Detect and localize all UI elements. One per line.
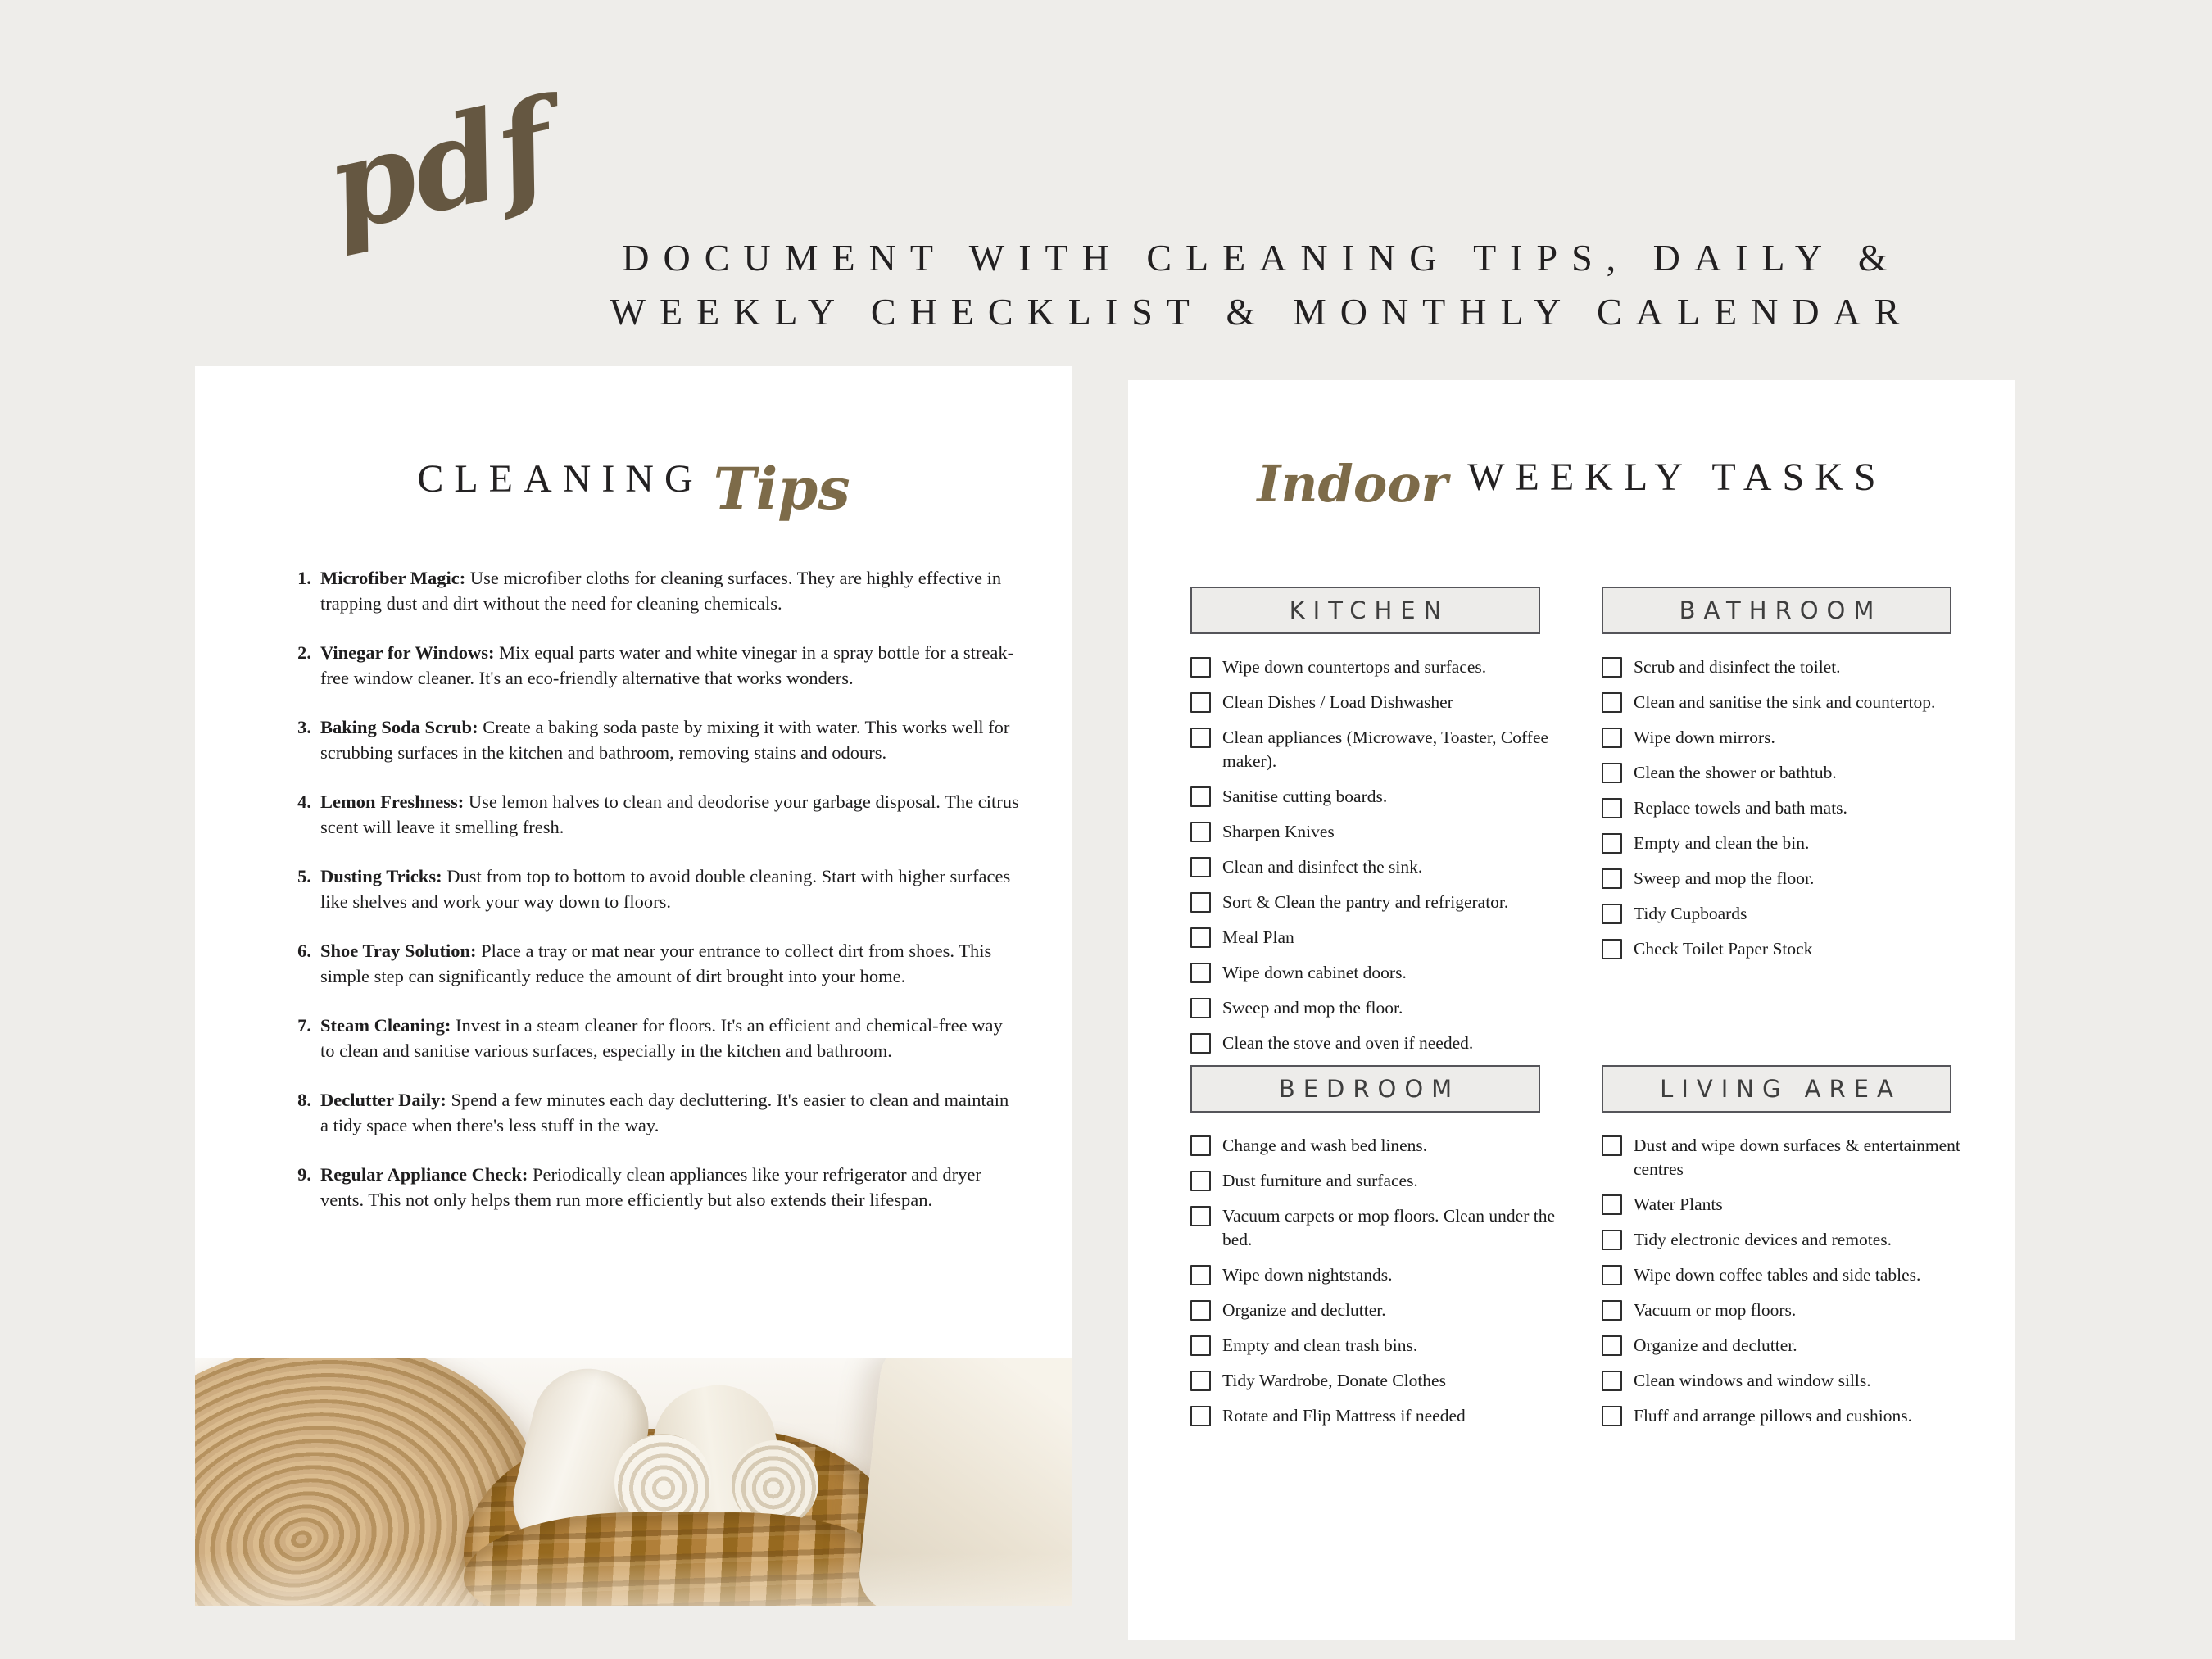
checkbox-icon[interactable] (1190, 1335, 1211, 1356)
checkbox-icon[interactable] (1190, 728, 1211, 748)
checkbox-icon[interactable] (1602, 798, 1622, 818)
task-item (1190, 1404, 1587, 1428)
checkbox-icon[interactable] (1190, 786, 1211, 807)
tip-item (283, 565, 1021, 616)
task-item (1602, 902, 1998, 926)
section-header-living-area: LIVING AREA (1602, 1065, 1951, 1113)
task-item (1602, 832, 1998, 855)
tip-item (283, 789, 1021, 840)
section-bedroom (1190, 1065, 1555, 1428)
task-label: Tidy Wardrobe, Donate Clothes (1222, 1371, 1446, 1390)
task-label: Meal Plan (1222, 927, 1294, 947)
task-item (1602, 1193, 1998, 1217)
pdf-script-logo: pdf (315, 72, 565, 261)
task-item (1190, 655, 1587, 679)
tip-item (283, 1087, 1021, 1138)
tip-text: Microfiber Magic: Use microfiber cloths for cleaning surfaces. They are highly effective in trapping dust and dirt without the need for cleaning chemicals. (320, 568, 1002, 614)
checkbox-icon[interactable] (1190, 998, 1211, 1018)
bedroom-task-list (1190, 1134, 1587, 1428)
checkbox-icon[interactable] (1602, 833, 1622, 854)
task-label: Tidy Cupboards (1634, 904, 1747, 923)
tip-item (283, 640, 1021, 691)
task-label: Clean Dishes / Load Dishwasher (1222, 692, 1453, 712)
task-label: Empty and clean the bin. (1634, 833, 1810, 853)
tip-text: Lemon Freshness: Use lemon halves to clean and deodorise your garbage disposal. The citrus scent will leave it smelling fresh. (320, 791, 1019, 837)
tip-item (283, 714, 1021, 765)
checkbox-icon[interactable] (1190, 927, 1211, 948)
task-item (1602, 1228, 1998, 1252)
tip-number: 5. (297, 866, 311, 886)
task-item (1190, 1031, 1587, 1055)
task-item (1190, 1134, 1587, 1158)
task-label: Dust furniture and surfaces. (1222, 1171, 1418, 1190)
checkbox-icon[interactable] (1190, 892, 1211, 913)
checkbox-icon[interactable] (1602, 728, 1622, 748)
task-item (1190, 691, 1587, 714)
weekly-tasks-title-text: WEEKLY TASKS (1467, 456, 1887, 499)
task-label: Check Toilet Paper Stock (1634, 939, 1813, 959)
checkbox-icon[interactable] (1602, 904, 1622, 924)
title-line-1: DOCUMENT WITH CLEANING TIPS, DAILY & (622, 237, 1902, 279)
task-label: Fluff and arrange pillows and cushions. (1634, 1406, 1912, 1426)
tip-item (283, 863, 1021, 914)
kitchen-task-list (1190, 655, 1587, 1055)
task-label: Replace towels and bath mats. (1634, 798, 1847, 818)
tip-text: Baking Soda Scrub: Create a baking soda paste by mixing it with water. This works well for scrubbing surfaces in the kitchen and bathroom, removing stains and odours. (320, 717, 1010, 763)
checkbox-icon[interactable] (1602, 1371, 1622, 1391)
tip-number: 4. (297, 791, 311, 812)
task-item (1190, 961, 1587, 985)
task-item (1602, 867, 1998, 891)
task-label: Wipe down coffee tables and side tables. (1634, 1265, 1921, 1285)
section-living-area (1602, 1065, 1960, 1428)
task-label: Empty and clean trash bins. (1222, 1335, 1418, 1355)
tips-script-text: Tips (713, 455, 850, 523)
task-label: Sharpen Knives (1222, 822, 1335, 841)
task-label: Wipe down mirrors. (1634, 728, 1775, 747)
task-label: Vacuum carpets or mop floors. Clean under the bed. (1222, 1206, 1555, 1249)
tip-number: 9. (297, 1164, 311, 1185)
task-item (1602, 796, 1998, 820)
task-item (1602, 761, 1998, 785)
task-item (1602, 1404, 1998, 1428)
checkbox-icon[interactable] (1190, 1406, 1211, 1426)
living-area-task-list (1602, 1134, 1998, 1428)
tip-text: Regular Appliance Check: Periodically clean appliances like your refrigerator and dryer vents. This not only helps them run more efficiently but also extends their lifespan. (320, 1164, 981, 1210)
task-label: Clean appliances (Microwave, Toaster, Coffee maker). (1222, 728, 1549, 771)
tip-item (283, 938, 1021, 989)
section-header-bathroom: BATHROOM (1602, 587, 1951, 634)
task-label: Clean the stove and oven if needed. (1222, 1033, 1474, 1053)
checkbox-icon[interactable] (1190, 1371, 1211, 1391)
task-label: Organize and declutter. (1634, 1335, 1797, 1355)
section-kitchen (1190, 587, 1549, 1055)
section-bathroom (1602, 587, 1951, 961)
tip-text: Dusting Tricks: Dust from top to bottom to avoid double cleaning. Start with higher surfaces like shelves and work your way down to floors. (320, 866, 1011, 912)
task-label: Clean and sanitise the sink and countertop. (1634, 692, 1936, 712)
task-label: Wipe down countertops and surfaces. (1222, 657, 1487, 677)
task-label: Rotate and Flip Mattress if needed (1222, 1406, 1466, 1426)
section-header-bedroom: BEDROOM (1190, 1065, 1540, 1113)
task-item (1602, 691, 1998, 714)
tip-number: 8. (297, 1090, 311, 1110)
tip-text: Declutter Daily: Spend a few minutes each day decluttering. It's easier to clean and maintain a tidy space when there's less stuff in the way. (320, 1090, 1009, 1135)
tip-item (283, 1013, 1021, 1063)
task-item (1190, 891, 1587, 914)
task-item (1602, 655, 1998, 679)
checkbox-icon[interactable] (1602, 692, 1622, 713)
weekly-tasks-heading (1128, 447, 2015, 514)
task-item (1190, 1369, 1587, 1393)
task-label: Wipe down nightstands. (1222, 1265, 1393, 1285)
task-label: Sanitise cutting boards. (1222, 786, 1388, 806)
task-item (1602, 937, 1998, 961)
tip-number: 7. (297, 1015, 311, 1036)
checkbox-icon[interactable] (1190, 1135, 1211, 1156)
towels-basket-photo (195, 1358, 1072, 1606)
checkbox-icon[interactable] (1190, 1033, 1211, 1054)
task-label: Sort & Clean the pantry and refrigerator. (1222, 892, 1509, 912)
task-item (1190, 1334, 1587, 1358)
cleaning-title-text: CLEANING (417, 457, 704, 501)
checkbox-icon[interactable] (1602, 657, 1622, 678)
tip-item (283, 1162, 1021, 1213)
checkbox-icon[interactable] (1602, 1230, 1622, 1250)
task-label: Sweep and mop the floor. (1634, 868, 1815, 888)
task-item (1602, 1334, 1998, 1358)
checkbox-icon[interactable] (1190, 1265, 1211, 1285)
checkbox-icon[interactable] (1602, 939, 1622, 959)
checkbox-icon[interactable] (1602, 1194, 1622, 1215)
title-line-2: WEEKLY CHECKLIST & MONTHLY CALENDAR (610, 291, 1914, 333)
checkbox-icon[interactable] (1602, 1406, 1622, 1426)
checkbox-icon[interactable] (1190, 1171, 1211, 1191)
task-label: Wipe down cabinet doors. (1222, 963, 1407, 982)
cleaning-tips-heading (195, 445, 1072, 523)
task-item (1190, 926, 1587, 950)
task-label: Clean and disinfect the sink. (1222, 857, 1423, 877)
task-label: Dust and wipe down surfaces & entertainment centres (1634, 1135, 1960, 1179)
tip-number: 1. (297, 568, 311, 588)
task-item (1190, 726, 1587, 773)
task-item (1190, 1204, 1587, 1252)
indoor-script-text: Indoor (1257, 454, 1448, 514)
task-item (1190, 785, 1587, 809)
checkbox-icon[interactable] (1190, 822, 1211, 842)
checkbox-icon[interactable] (1190, 857, 1211, 877)
task-label: Clean windows and window sills. (1634, 1371, 1871, 1390)
task-label: Scrub and disinfect the toilet. (1634, 657, 1841, 677)
tip-text: Steam Cleaning: Invest in a steam cleaner for floors. It's an efficient and chemical-free way to clean and sanitise various surfaces, especially in the kitchen and bathroom. (320, 1015, 1003, 1061)
task-item (1190, 1263, 1587, 1287)
task-label: Organize and declutter. (1222, 1300, 1386, 1320)
task-item (1602, 726, 1998, 750)
tips-list (283, 565, 1021, 1213)
checkbox-icon[interactable] (1602, 1300, 1622, 1321)
checkbox-icon[interactable] (1190, 1300, 1211, 1321)
task-item (1190, 855, 1587, 879)
checkbox-icon[interactable] (1190, 963, 1211, 983)
checkbox-icon[interactable] (1602, 763, 1622, 783)
photo-surface-highlight (195, 1553, 1072, 1606)
tip-number: 6. (297, 941, 311, 961)
task-label: Vacuum or mop floors. (1634, 1300, 1797, 1320)
task-item (1190, 1299, 1587, 1322)
tip-number: 3. (297, 717, 311, 737)
tip-number: 2. (297, 642, 311, 663)
cleaning-tips-page (195, 366, 1072, 1606)
checkbox-icon[interactable] (1602, 1265, 1622, 1285)
task-item (1602, 1369, 1998, 1393)
checkbox-icon[interactable] (1190, 657, 1211, 678)
tip-text: Shoe Tray Solution: Place a tray or mat near your entrance to collect dirt from shoes. This simple step can significantly reduce the amount of dirt brought into your home. (320, 941, 992, 986)
task-label: Change and wash bed linens. (1222, 1135, 1428, 1155)
checkbox-icon[interactable] (1190, 692, 1211, 713)
checkbox-icon[interactable] (1602, 868, 1622, 889)
section-header-kitchen: KITCHEN (1190, 587, 1540, 634)
checkbox-icon[interactable] (1602, 1135, 1622, 1156)
task-item (1602, 1299, 1998, 1322)
task-label: Tidy electronic devices and remotes. (1634, 1230, 1892, 1249)
task-item (1602, 1134, 1998, 1181)
task-label: Sweep and mop the floor. (1222, 998, 1403, 1018)
checkbox-icon[interactable] (1602, 1335, 1622, 1356)
checkbox-icon[interactable] (1190, 1206, 1211, 1226)
task-item (1190, 820, 1587, 844)
task-label: Clean the shower or bathtub. (1634, 763, 1837, 782)
task-item (1602, 1263, 1998, 1287)
task-label: Water Plants (1634, 1194, 1723, 1214)
weekly-tasks-page (1128, 380, 2015, 1640)
tip-text: Vinegar for Windows: Mix equal parts water and white vinegar in a spray bottle for a streak-free window cleaner. It's an eco-friendly alternative that works wonders. (320, 642, 1014, 688)
task-item (1190, 996, 1587, 1020)
bathroom-task-list (1602, 655, 1998, 961)
page-title (524, 231, 1999, 339)
task-item (1190, 1169, 1587, 1193)
